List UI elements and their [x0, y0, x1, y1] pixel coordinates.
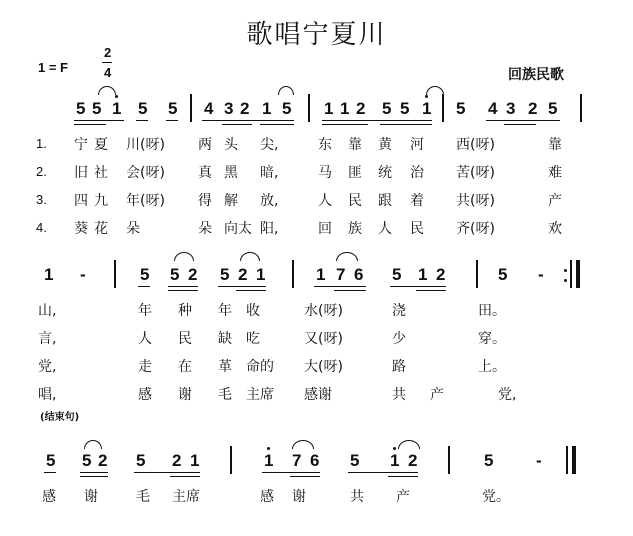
verse-number: 1. — [36, 136, 47, 151]
lyric-syllable: 主席 — [246, 387, 274, 403]
note: 6 — [310, 451, 320, 470]
note: 5 — [170, 265, 180, 284]
lyric-syllable: 回 — [318, 221, 332, 237]
lyric-syllable: 黑 — [224, 165, 238, 181]
lyric-syllable: 九 — [94, 193, 108, 209]
barline — [476, 260, 478, 288]
note: 1 — [390, 451, 400, 470]
beam — [166, 120, 178, 121]
note: 1 — [256, 265, 266, 284]
barline — [230, 446, 232, 474]
lyric-syllable: 少 — [392, 331, 406, 347]
lyric-syllable: 共 — [392, 387, 406, 403]
note: 1 — [190, 451, 200, 470]
beam — [334, 290, 366, 291]
barline — [308, 94, 310, 122]
lyric-syllable: 尖, — [260, 137, 279, 153]
note: 1 — [340, 99, 350, 118]
lyric-syllable: 命的 — [246, 359, 274, 375]
note: 1 — [316, 265, 326, 284]
note: 1 — [44, 265, 54, 284]
lyric-syllable: 共(呀) — [456, 193, 495, 209]
lyric-syllable: 河 — [410, 137, 424, 153]
note: 1 — [264, 451, 274, 470]
lyric-syllable: 大(呀) — [304, 359, 343, 375]
meter-top: 2 — [104, 45, 112, 60]
beam — [486, 120, 560, 121]
note: 1 — [262, 99, 272, 118]
note: 2 — [436, 265, 446, 284]
lyric-syllable: 齐(呀) — [456, 221, 495, 237]
lyric-syllable: 靠 — [348, 137, 362, 153]
note: 5 — [282, 99, 292, 118]
lyric-syllable: 真 — [198, 165, 212, 181]
note: 7 — [292, 451, 302, 470]
lyric-syllable: 又(呀) — [304, 331, 343, 347]
note: 2 — [188, 265, 198, 284]
note: 5 — [350, 451, 360, 470]
barline — [580, 94, 582, 122]
lyric-syllable: 旧 — [74, 165, 88, 181]
lyric-syllable: 民 — [410, 221, 424, 237]
lyric-syllable: 欢 — [548, 221, 562, 237]
lyric-syllable: 穿。 — [478, 331, 506, 347]
lyric-syllable: 靠 — [548, 137, 562, 153]
lyric-syllable: 年 — [138, 303, 152, 319]
note: 6 — [354, 265, 364, 284]
lyric-syllable: 四 — [74, 193, 88, 209]
lyric-syllable: 川(呀) — [126, 137, 165, 153]
beam — [136, 120, 148, 121]
verse-number: 2. — [36, 164, 47, 179]
lyric-syllable: 感 — [138, 387, 152, 403]
note: 4 — [204, 99, 214, 118]
lyric-syllable: 上。 — [478, 359, 506, 375]
beam — [262, 472, 320, 473]
lyric-syllable: 西(呀) — [456, 137, 495, 153]
barline — [566, 446, 568, 474]
lyric-syllable: 着 — [410, 193, 424, 209]
lyric-syllable: 跟 — [378, 193, 392, 209]
lyric-syllable: 缺 — [218, 331, 232, 347]
slur — [336, 252, 358, 261]
note: 5 — [484, 451, 494, 470]
note: 5 — [138, 99, 148, 118]
lyric-syllable: 吃 — [246, 331, 260, 347]
lyric-syllable: 谢 — [178, 387, 192, 403]
beam — [260, 124, 294, 125]
lyric-syllable: 水(呀) — [304, 303, 343, 319]
slur — [98, 86, 116, 95]
lyric-syllable: 山, — [38, 303, 57, 319]
note: 1 — [422, 99, 432, 118]
repeat-dot — [564, 279, 567, 282]
lyric-syllable: 暗, — [260, 165, 279, 181]
lyric-syllable: 主席 — [172, 489, 200, 505]
lyric-syllable: 头 — [224, 137, 238, 153]
ending-label: (结束句) — [40, 412, 80, 423]
barline — [572, 446, 576, 474]
note: 2 — [528, 99, 538, 118]
barline — [190, 94, 192, 122]
beam — [348, 472, 418, 473]
note: - — [80, 265, 86, 284]
lyric-syllable: 感 — [42, 489, 56, 505]
slur — [278, 86, 294, 95]
note: 2 — [238, 265, 248, 284]
note: 1 — [112, 99, 122, 118]
slur — [240, 252, 260, 261]
lyric-syllable: 党, — [498, 387, 517, 403]
beam — [170, 476, 200, 477]
lyric-syllable: 毛 — [218, 387, 232, 403]
lyric-syllable: 感 — [260, 489, 274, 505]
barline — [570, 260, 572, 288]
slur — [174, 252, 194, 261]
note: - — [538, 265, 544, 284]
note: 1 — [324, 99, 334, 118]
lyric-syllable: 感谢 — [304, 387, 332, 403]
beam — [74, 124, 106, 125]
note: 7 — [336, 265, 346, 284]
note: 2 — [356, 99, 366, 118]
lyric-syllable: 朵 — [126, 221, 140, 237]
beam — [322, 124, 368, 125]
lyric-syllable: 放, — [260, 193, 279, 209]
note: 5 — [498, 265, 508, 284]
note: 5 — [168, 99, 178, 118]
beam — [218, 286, 266, 287]
beam — [168, 286, 198, 287]
lyric-syllable: 产 — [396, 489, 410, 505]
barline — [576, 260, 580, 288]
slur — [398, 440, 420, 449]
barline — [448, 446, 450, 474]
lyric-syllable: 解 — [224, 193, 238, 209]
song-title: 歌唱宁夏川 — [246, 20, 387, 50]
beam — [390, 286, 446, 287]
beam — [80, 476, 108, 477]
beam — [290, 476, 320, 477]
beam — [168, 290, 198, 291]
lyric-syllable: 民 — [178, 331, 192, 347]
lyric-syllable: 向太 — [224, 221, 252, 237]
lyric-syllable: 产 — [548, 193, 562, 209]
beam — [222, 124, 252, 125]
note: 5 — [382, 99, 392, 118]
lyric-syllable: 夏 — [94, 137, 108, 153]
lyric-syllable: 苦(呀) — [456, 165, 495, 181]
lyric-syllable: 唱, — [38, 387, 57, 403]
lyric-syllable: 人 — [138, 331, 152, 347]
verse-number: 3. — [36, 192, 47, 207]
note: 2 — [408, 451, 418, 470]
lyric-syllable: 党。 — [482, 489, 510, 505]
lyric-syllable: 匪 — [348, 165, 362, 181]
note: 5 — [76, 99, 86, 118]
lyric-syllable: 走 — [138, 359, 152, 375]
lyric-syllable: 两 — [198, 137, 212, 153]
lyric-syllable: 革 — [218, 359, 232, 375]
lyric-syllable: 阳, — [260, 221, 279, 237]
note: 5 — [220, 265, 230, 284]
note: 4 — [488, 99, 498, 118]
lyric-syllable: 田。 — [478, 303, 506, 319]
meter-bottom: 4 — [104, 65, 112, 80]
note: 5 — [92, 99, 102, 118]
lyric-syllable: 得 — [198, 193, 212, 209]
note: 5 — [136, 451, 146, 470]
high-octave-dot — [115, 95, 118, 98]
lyric-syllable: 人 — [318, 193, 332, 209]
lyric-syllable: 浇 — [392, 303, 406, 319]
high-octave-dot — [425, 95, 428, 98]
note: 5 — [82, 451, 92, 470]
lyric-syllable: 难 — [548, 165, 562, 181]
barline — [442, 94, 444, 122]
note: 5 — [400, 99, 410, 118]
song-origin: 回族民歌 — [508, 67, 564, 83]
note: 3 — [506, 99, 516, 118]
beam — [138, 286, 150, 287]
high-octave-dot — [393, 447, 396, 450]
beam — [504, 124, 536, 125]
slur — [84, 440, 102, 449]
lyric-syllable: 葵 — [74, 221, 88, 237]
note: 3 — [224, 99, 234, 118]
lyric-syllable: 宁 — [74, 137, 88, 153]
high-octave-dot — [267, 447, 270, 450]
beam — [314, 286, 366, 287]
beam — [388, 476, 418, 477]
verse-number: 4. — [36, 220, 47, 235]
note: 1 — [418, 265, 428, 284]
lyric-syllable: 东 — [318, 137, 332, 153]
barline — [292, 260, 294, 288]
beam — [236, 290, 266, 291]
beam — [322, 120, 432, 121]
lyric-syllable: 谢 — [84, 489, 98, 505]
note: 2 — [240, 99, 250, 118]
lyric-syllable: 族 — [348, 221, 362, 237]
lyric-syllable: 种 — [178, 303, 192, 319]
lyric-syllable: 年 — [218, 303, 232, 319]
lyric-syllable: 朵 — [198, 221, 212, 237]
lyric-syllable: 在 — [178, 359, 192, 375]
beam — [44, 472, 56, 473]
beam — [202, 120, 294, 121]
note: - — [536, 451, 542, 470]
lyric-syllable: 社 — [94, 165, 108, 181]
lyric-syllable: 党, — [38, 359, 57, 375]
beam — [380, 124, 432, 125]
key-signature: 1 = F — [38, 60, 68, 75]
lyric-syllable: 花 — [94, 221, 108, 237]
note: 5 — [140, 265, 150, 284]
lyric-syllable: 收 — [246, 303, 260, 319]
lyric-syllable: 马 — [318, 165, 332, 181]
lyric-syllable: 会(呀) — [126, 165, 165, 181]
lyric-syllable: 人 — [378, 221, 392, 237]
barline — [114, 260, 116, 288]
note: 5 — [46, 451, 56, 470]
note: 2 — [172, 451, 182, 470]
note: 2 — [98, 451, 108, 470]
lyric-syllable: 统 — [378, 165, 392, 181]
lyric-syllable: 路 — [392, 359, 406, 375]
note: 5 — [392, 265, 402, 284]
lyric-syllable: 毛 — [136, 489, 150, 505]
lyric-syllable: 黄 — [378, 137, 392, 153]
meter-line — [102, 62, 112, 63]
lyric-syllable: 言, — [38, 331, 57, 347]
beam — [134, 472, 200, 473]
note: 5 — [456, 99, 466, 118]
lyric-syllable: 共 — [350, 489, 364, 505]
note: 5 — [548, 99, 558, 118]
repeat-dot — [564, 269, 567, 272]
beam — [80, 472, 108, 473]
beam — [74, 120, 124, 121]
lyric-syllable: 民 — [348, 193, 362, 209]
lyric-syllable: 产 — [430, 387, 444, 403]
lyric-syllable: 谢 — [292, 489, 306, 505]
lyric-syllable: 年(呀) — [126, 193, 165, 209]
beam — [416, 290, 446, 291]
slur — [292, 440, 314, 449]
lyric-syllable: 治 — [410, 165, 424, 181]
